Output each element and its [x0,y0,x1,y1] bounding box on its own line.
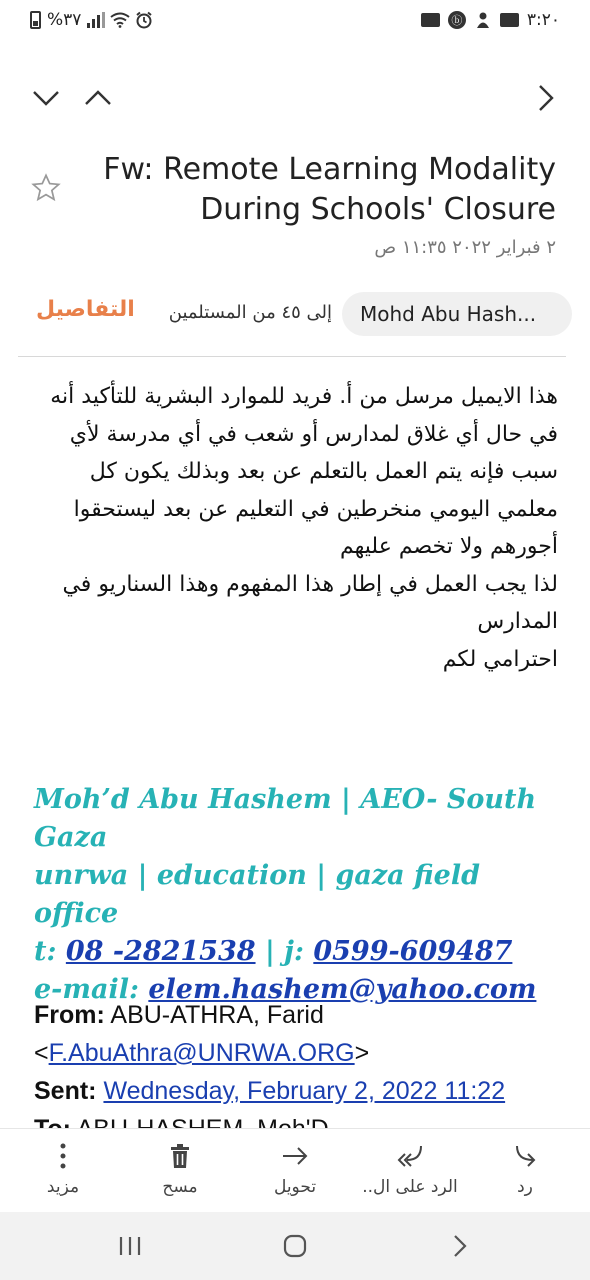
delete-label: مسح [162,1177,198,1197]
from-name: ABU-ATHRA, Farid [110,1001,324,1029]
from-label: From: [34,1001,105,1029]
status-bar [0,0,590,44]
trash-icon [168,1142,192,1170]
forwarded-header-clip [0,996,590,1128]
back-button[interactable] [528,80,564,116]
email-subject: Fw: Remote Learning Modality During Schools' Closure [103,152,556,227]
forward-button[interactable] [240,1139,350,1197]
battery-icon [30,11,41,29]
forward-label: تحويل [273,1177,317,1197]
more-label: مزيد [46,1177,80,1197]
reply-icon [511,1142,539,1170]
more-button[interactable] [8,1139,118,1197]
phone-link[interactable]: 08 -2821538 [65,936,256,967]
wifi-icon [111,12,129,28]
alarm-icon [135,12,153,28]
next-email-button[interactable] [28,80,64,116]
reply-all-icon [395,1142,425,1170]
home-icon [282,1233,308,1259]
phone-separator: | j: [264,936,304,967]
star-icon [30,172,62,204]
status-left [30,10,153,30]
chevron-up-icon [84,89,112,107]
phone-prefix: t: [34,936,57,967]
from-line [34,996,574,1034]
email-action-bar [0,1128,590,1212]
forwarded-header [34,996,574,1148]
signature-name: Moh’d Abu Hashem | AEO- South Gaza [34,784,537,853]
system-navigation-bar [0,1212,590,1280]
person-notification-icon [474,12,492,28]
recent-apps-button[interactable] [110,1230,150,1262]
delete-button[interactable] [125,1139,235,1197]
sent-line [34,1072,574,1110]
star-button[interactable] [30,172,62,208]
recent-apps-icon [118,1235,142,1257]
forward-arrow-icon [280,1144,310,1168]
body-paragraph: هذا الايميل مرسل من أ. فريد للموارد البشرية للتأكيد أنه في حال أي غلاق لمدارس أو شعب في أي مدرسة لأي سبب فإنه يتم العمل بالتعلم عن بعد وبذلك يكون كل معلمي اليومي منخرطين في التعليم عن بعد ليستحقوا أجورهم ولا تخصم عليهم [50,384,558,559]
recipients-count[interactable]: إلى ٤٥ من المستلمين [168,302,332,323]
sent-date-link[interactable]: Wednesday, February 2, 2022 11:22 [103,1077,506,1105]
clock: ٣:٢٠ [526,10,560,30]
previous-email-button[interactable] [80,80,116,116]
reply-label: رد [517,1177,533,1197]
mail-notification-icon-2 [500,13,519,27]
body-paragraph: لذا يجب العمل في إطار هذا المفهوم وهذا السناريو في المدارس [62,571,558,634]
chevron-right-icon [537,84,555,112]
from-email-line [34,1034,574,1072]
mail-notification-icon [421,13,440,27]
from-email-close: > [354,1039,370,1067]
email-date: ٢ فبراير ٢٠٢٢ ١١:٣٥ ص [374,237,556,258]
header-divider [18,356,566,357]
from-email-link[interactable]: F.AbuAthra@UNRWA.ORG [48,1039,355,1067]
app-notification-icon: ⓑ [448,11,466,29]
signature-org: unrwa | education | gaza field office [34,860,481,929]
body-paragraph: احترامي لكم [442,646,558,672]
email-body [28,378,558,678]
from-email-open: < [34,1039,49,1067]
reply-button[interactable] [470,1139,580,1197]
reply-all-label: الرد على ال.. [362,1177,458,1197]
email-link[interactable]: elem.hashem@yahoo.com [148,974,537,1005]
sent-label: Sent: [34,1077,97,1105]
battery-level: %٣٧ [47,10,82,30]
signature-phones [34,933,564,971]
reply-all-button[interactable] [355,1139,465,1197]
chevron-right-icon [452,1234,468,1258]
details-link[interactable]: التفاصيل [36,297,135,322]
more-vertical-icon [59,1142,67,1170]
status-right [421,10,560,30]
home-button[interactable] [275,1230,315,1262]
signature-block [34,781,564,1009]
back-nav-button[interactable] [440,1230,480,1262]
signal-icon [87,12,105,28]
chevron-down-icon [32,89,60,107]
mobile-link[interactable]: 0599-609487 [313,936,513,967]
sender-chip[interactable]: Mohd Abu Hash... [342,292,572,336]
email-prefix: e-mail: [34,974,139,1005]
